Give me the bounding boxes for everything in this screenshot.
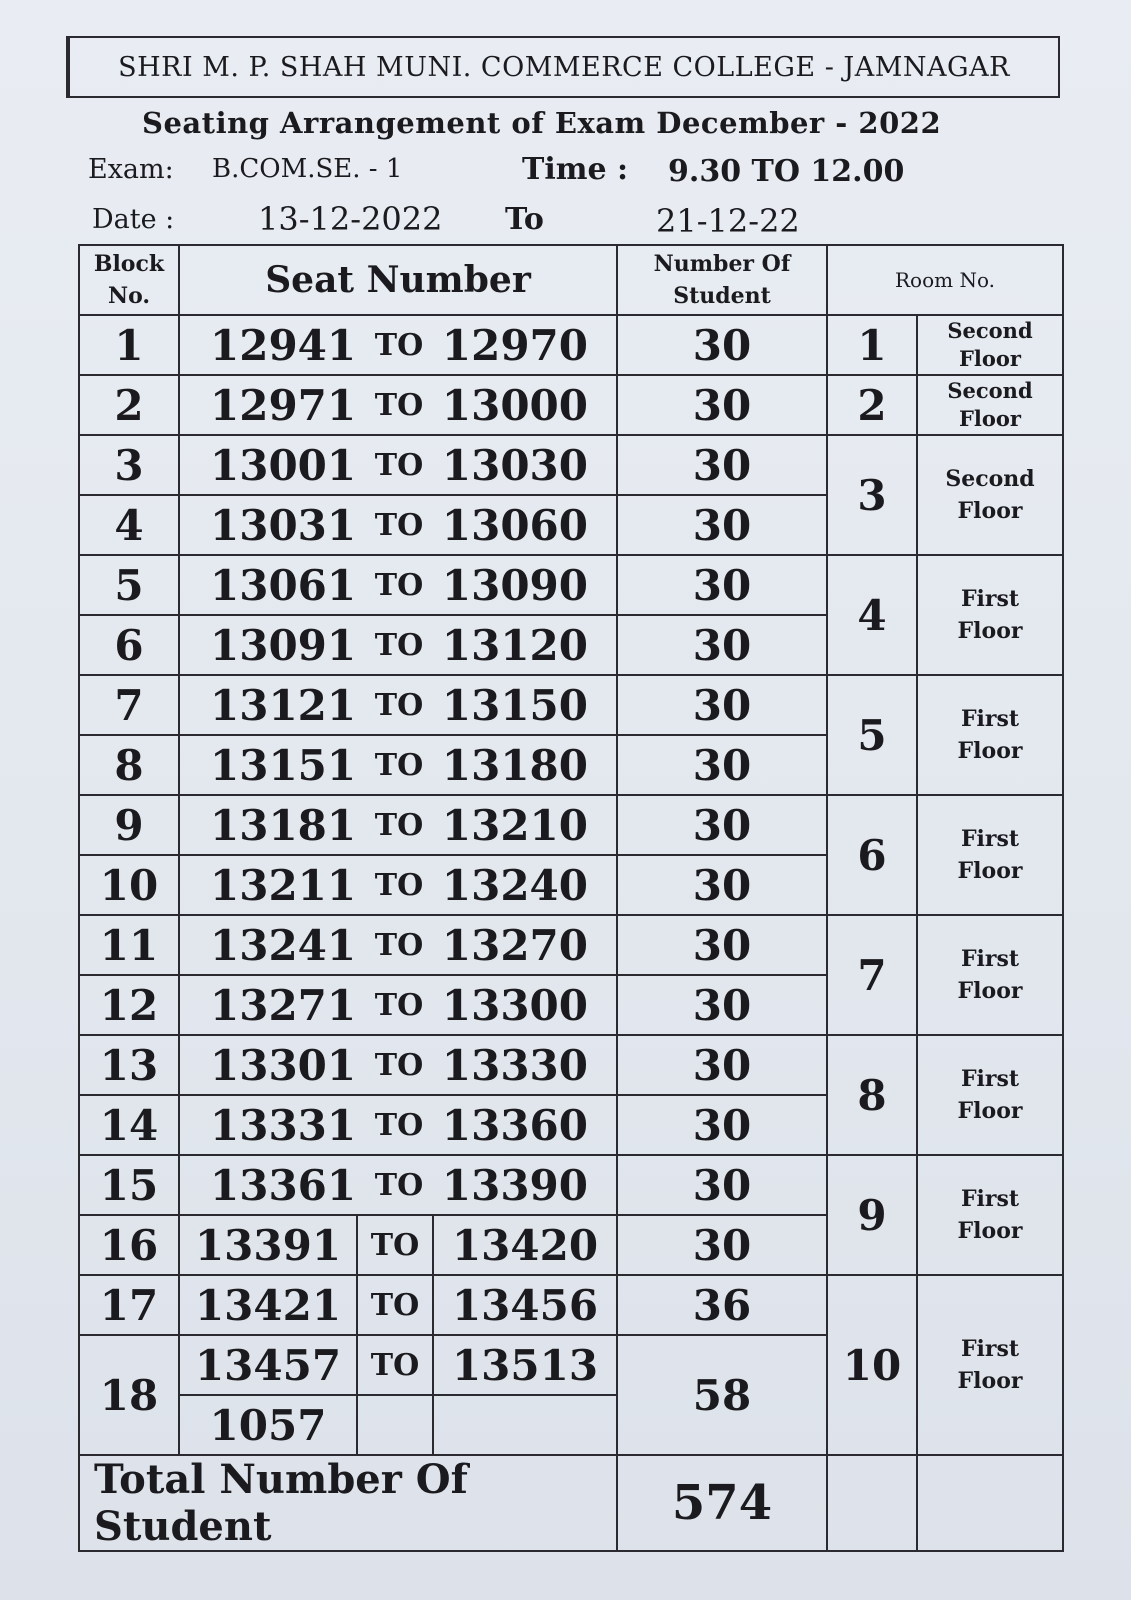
block-number: 7 — [79, 675, 179, 735]
room-number: 9 — [827, 1155, 917, 1275]
floor-name: First — [960, 706, 1020, 732]
seat-to: 13390 — [441, 1160, 588, 1210]
seat-to-word: TO — [357, 1215, 433, 1275]
seat-range — [179, 435, 617, 495]
total-label: Total Number Of Student — [79, 1455, 617, 1551]
block-number: 16 — [79, 1215, 179, 1275]
seat-from: 13391 — [179, 1215, 357, 1275]
seat-range — [179, 975, 617, 1035]
student-count: 30 — [617, 555, 827, 615]
empty-cell — [827, 1455, 917, 1551]
seat-to-word: TO — [374, 867, 424, 903]
empty-cell — [917, 1455, 1063, 1551]
block-number: 5 — [79, 555, 179, 615]
seat-from: 12941 — [210, 320, 357, 370]
seat-to-word: TO — [374, 1167, 424, 1203]
floor-name: Second — [947, 318, 1033, 343]
seat-to-word: TO — [374, 747, 424, 783]
floor-word: Floor — [957, 618, 1023, 644]
block-number: 1 — [79, 315, 179, 375]
room-floor — [917, 1275, 1063, 1455]
seat-from: 13361 — [210, 1160, 357, 1210]
seat-from: 13211 — [210, 860, 357, 910]
student-count: 30 — [617, 675, 827, 735]
seat-to-word: TO — [374, 1047, 424, 1083]
block-number: 12 — [79, 975, 179, 1035]
room-number: 6 — [827, 795, 917, 915]
seat-range — [179, 615, 617, 675]
student-count: 30 — [617, 975, 827, 1035]
student-count: 30 — [617, 315, 827, 375]
student-count: 30 — [617, 1215, 827, 1275]
room-number: 4 — [827, 555, 917, 675]
room-floor — [917, 1155, 1063, 1275]
seat-to: 13240 — [441, 860, 588, 910]
seat-to: 13513 — [433, 1335, 617, 1395]
total-row — [79, 1455, 1063, 1551]
seat-extra: 1057 — [179, 1395, 357, 1455]
block-number: 17 — [79, 1275, 179, 1335]
seat-to-word: TO — [374, 987, 424, 1023]
total-value: 574 — [617, 1455, 827, 1551]
seat-range — [179, 1155, 617, 1215]
room-number: 7 — [827, 915, 917, 1035]
seat-to: 13330 — [441, 1040, 588, 1090]
table-row — [79, 375, 1063, 435]
seat-to: 13360 — [441, 1100, 588, 1150]
floor-name: First — [960, 1066, 1020, 1092]
room-number: 5 — [827, 675, 917, 795]
seat-to: 13456 — [433, 1275, 617, 1335]
seat-from: 13001 — [210, 440, 357, 490]
table-row — [79, 1035, 1063, 1095]
block-number: 4 — [79, 495, 179, 555]
seat-from: 13301 — [210, 1040, 357, 1090]
seat-from: 13181 — [210, 800, 357, 850]
seat-to: 13300 — [441, 980, 588, 1030]
block-number: 15 — [79, 1155, 179, 1215]
time-label: Time : — [522, 152, 629, 187]
student-count: 36 — [617, 1275, 827, 1335]
student-count: 30 — [617, 1155, 827, 1215]
room-number: 1 — [827, 315, 917, 375]
floor-name: Second — [945, 466, 1035, 492]
student-count: 30 — [617, 1035, 827, 1095]
header-room-no: Room No. — [827, 245, 1063, 315]
seat-range — [179, 855, 617, 915]
header-block-no: Block No. — [79, 245, 179, 315]
seat-to: 13420 — [433, 1215, 617, 1275]
seating-table — [78, 244, 1064, 1552]
exam-label: Exam: — [88, 154, 174, 185]
floor-word: Floor — [957, 1098, 1023, 1124]
floor-word: Floor — [959, 346, 1021, 371]
floor-word: Floor — [957, 858, 1023, 884]
floor-word: Floor — [957, 1218, 1023, 1244]
seat-to-word: TO — [374, 387, 424, 423]
seat-from: 13151 — [210, 740, 357, 790]
student-count: 30 — [617, 795, 827, 855]
floor-name: First — [960, 1186, 1020, 1212]
college-name: SHRI M. P. SHAH MUNI. COMMERCE COLLEGE - JAMNAGAR — [118, 51, 1010, 83]
student-count: 30 — [617, 735, 827, 795]
table-row — [79, 795, 1063, 855]
floor-name: First — [960, 1336, 1020, 1362]
exam-value: B.COM.SE. - 1 — [212, 154, 403, 184]
empty-cell — [357, 1395, 433, 1455]
seat-to-word: TO — [374, 327, 424, 363]
room-floor — [917, 795, 1063, 915]
student-count: 30 — [617, 375, 827, 435]
seat-to-word: TO — [374, 687, 424, 723]
room-number: 3 — [827, 435, 917, 555]
room-floor — [917, 555, 1063, 675]
block-number: 8 — [79, 735, 179, 795]
seat-range — [179, 1035, 617, 1095]
seat-from: 13031 — [210, 500, 357, 550]
block-number: 13 — [79, 1035, 179, 1095]
seat-range — [179, 555, 617, 615]
college-title-box — [66, 36, 1060, 98]
room-number: 2 — [827, 375, 917, 435]
student-count: 30 — [617, 495, 827, 555]
table-row — [79, 435, 1063, 495]
seat-from: 13271 — [210, 980, 357, 1030]
seat-to-word: TO — [357, 1335, 433, 1395]
seat-to: 13180 — [441, 740, 588, 790]
block-number: 9 — [79, 795, 179, 855]
block-number: 2 — [79, 375, 179, 435]
seat-to-word: TO — [374, 567, 424, 603]
page-subtitle: Seating Arrangement of Exam December - 2022 — [142, 106, 942, 140]
seat-range — [179, 1095, 617, 1155]
floor-word: Floor — [957, 978, 1023, 1004]
block-number: 11 — [79, 915, 179, 975]
table-row — [79, 315, 1063, 375]
floor-name: First — [960, 946, 1020, 972]
student-count: 30 — [617, 915, 827, 975]
block-number: 14 — [79, 1095, 179, 1155]
seat-to: 13120 — [441, 620, 588, 670]
empty-cell — [433, 1395, 617, 1455]
header-number-of-student: Number Of Student — [617, 245, 827, 315]
student-count: 30 — [617, 615, 827, 675]
seat-from: 13061 — [210, 560, 357, 610]
seat-from: 13091 — [210, 620, 357, 670]
seat-to: 13030 — [441, 440, 588, 490]
date-from: 13-12-2022 — [258, 200, 443, 238]
table-row — [79, 555, 1063, 615]
seat-to: 12970 — [441, 320, 588, 370]
table-row — [79, 1275, 1063, 1335]
seat-to-word: TO — [374, 447, 424, 483]
seat-range — [179, 495, 617, 555]
block-number: 6 — [79, 615, 179, 675]
block-number: 10 — [79, 855, 179, 915]
floor-word: Floor — [957, 498, 1023, 524]
seat-from: 13121 — [210, 680, 357, 730]
floor-name: First — [960, 586, 1020, 612]
seat-range — [179, 315, 617, 375]
seat-range — [179, 795, 617, 855]
header-seat-number: Seat Number — [179, 245, 617, 315]
floor-word: Floor — [957, 1368, 1023, 1394]
table-row — [79, 915, 1063, 975]
seat-to-word: TO — [374, 1107, 424, 1143]
room-number: 8 — [827, 1035, 917, 1155]
floor-name: First — [960, 826, 1020, 852]
table-row — [79, 675, 1063, 735]
seat-to-word: TO — [374, 807, 424, 843]
student-count: 30 — [617, 435, 827, 495]
room-number: 10 — [827, 1275, 917, 1455]
block-number: 3 — [79, 435, 179, 495]
seat-from: 13421 — [179, 1275, 357, 1335]
seat-range — [179, 375, 617, 435]
table-row — [79, 1155, 1063, 1215]
room-floor — [917, 375, 1063, 435]
date-to: 21-12-22 — [656, 202, 800, 240]
room-floor — [917, 1035, 1063, 1155]
date-to-word: To — [505, 202, 544, 237]
time-value: 9.30 TO 12.00 — [668, 154, 905, 189]
seat-to-word: TO — [357, 1275, 433, 1335]
seat-to: 13270 — [441, 920, 588, 970]
seat-from: 13331 — [210, 1100, 357, 1150]
room-floor — [917, 915, 1063, 1035]
seat-to: 13090 — [441, 560, 588, 610]
room-floor — [917, 435, 1063, 555]
room-floor — [917, 675, 1063, 795]
floor-word: Floor — [957, 738, 1023, 764]
seat-to: 13000 — [441, 380, 588, 430]
seat-range — [179, 915, 617, 975]
floor-word: Floor — [959, 406, 1021, 431]
date-label: Date : — [92, 204, 175, 235]
block-number: 18 — [79, 1335, 179, 1455]
seat-to-word: TO — [374, 507, 424, 543]
seat-to: 13210 — [441, 800, 588, 850]
student-count: 30 — [617, 855, 827, 915]
room-floor — [917, 315, 1063, 375]
seat-to: 13150 — [441, 680, 588, 730]
seat-from: 12971 — [210, 380, 357, 430]
seat-range — [179, 735, 617, 795]
floor-name: Second — [947, 378, 1033, 403]
seat-to-word: TO — [374, 927, 424, 963]
seat-to: 13060 — [441, 500, 588, 550]
student-count: 30 — [617, 1095, 827, 1155]
seat-from: 13457 — [179, 1335, 357, 1395]
seat-range — [179, 675, 617, 735]
seat-to-word: TO — [374, 627, 424, 663]
student-count: 58 — [617, 1335, 827, 1455]
seat-from: 13241 — [210, 920, 357, 970]
